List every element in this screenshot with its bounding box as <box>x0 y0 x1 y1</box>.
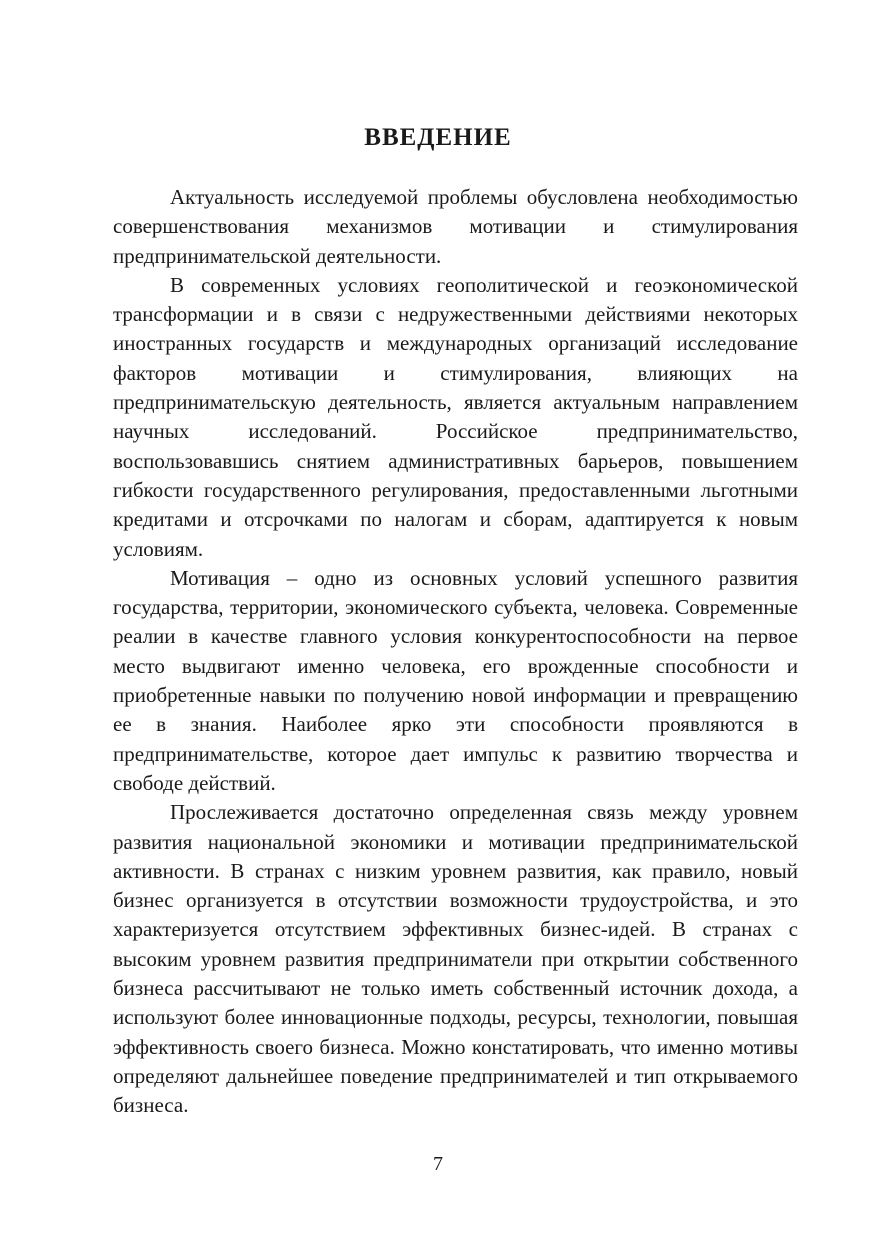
paragraph: Актуальность исследуемой проблемы обусловлена необходимостью совершенствования механизмов мотивации и стимулирования предпринимательской деятельности. <box>113 185 798 268</box>
page-title: ВВЕДЕНИЕ <box>364 124 512 151</box>
paragraph: Мотивация – одно из основных условий успешного развития государства, территории, экономического субъекта, человека. Современные реалии в качестве главного условия конкурентоспособности на первое место выдвигают именно человека, его врожденные способности и приобретенные навыки по получению новой информации и превращению ее в знания. Наиболее ярко эти способности проявляются в предпринимательстве, которое дает импульс к развитию творчества и свободе действий. <box>113 565 798 795</box>
paragraph: Прослеживается достаточно определенная связь между уровнем развития национальной экономики и мотивации предпринимательской активности. В странах с низким уровнем развития, как правило, новый бизнес организуется в отсутствии возможности трудоустройства, и это характеризуется отсутствием эффективных бизнес-идей. В странах с высоким уровнем развития предприниматели при открытии собственного бизнеса рассчитывают не только иметь собственный источник дохода, а используют более инновационные подходы, ресурсы, технологии, повышая эффективность своего бизнеса. Можно констатировать, что именно мотивы определяют дальнейшее поведение предпринимателей и тип открываемого бизнеса. <box>113 800 798 1118</box>
page-number: 7 <box>433 1153 443 1175</box>
paragraph: В современных условиях геополитической и геоэкономической трансформации и в связи с недружественными действиями некоторых иностранных государств и международных организаций исследование факторов мотивации и стимулирования, влияющих на предпринимательскую деятельность, является актуальным направлением научных исследований. Российское предпринимательство, воспользовавшись снятием административных барьеров, повышением гибкости государственного регулирования, предоставленными льготными кредитами и отсрочками по налогам и сборам, адаптируется к новым условиям. <box>113 272 798 561</box>
body-text <box>113 183 798 1121</box>
